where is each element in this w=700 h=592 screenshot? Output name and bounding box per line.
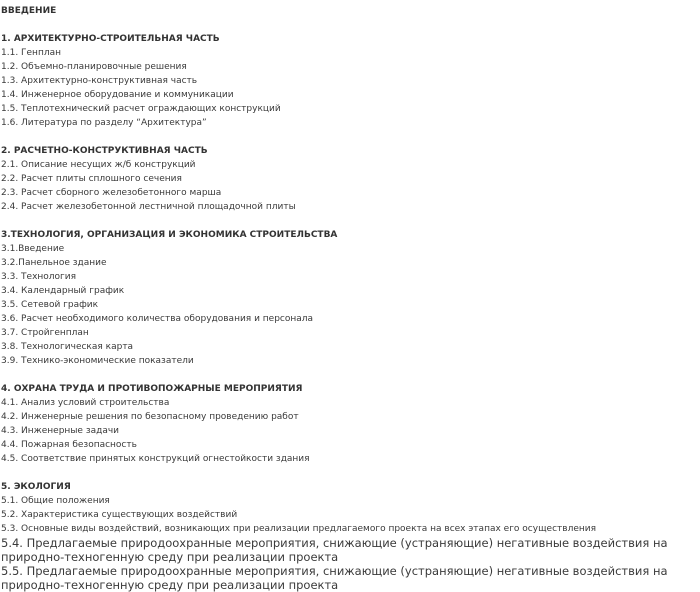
spacer	[1, 130, 700, 144]
section-2-item: 2.3. Расчет сборного железобетонного марша	[1, 188, 222, 198]
section-3-item: 3.7. Стройгенплан	[1, 328, 89, 338]
spacer	[1, 18, 700, 32]
section-2-item: 2.4. Расчет железобетонной лестничной площадочной плиты	[1, 202, 296, 212]
section-3-item: 3.8. Технологическая карта	[1, 342, 134, 352]
section-5-item: 5.5. Предлагаемые природоохранные мероприятия, снижающие (устраняющие) негативные воздействия на природно-техногенную среду при реализации проекта	[1, 564, 668, 592]
spacer	[1, 368, 700, 382]
section-4-item: 4.1. Анализ условий строительства	[1, 398, 170, 408]
section-4-item: 4.2. Инженерные решения по безопасному проведению работ	[1, 412, 299, 422]
section-1-item: 1.4. Инженерное оборудование и коммуникации	[1, 90, 234, 100]
section-3-item: 3.6. Расчет необходимого количества оборудования и персонала	[1, 314, 314, 324]
spacer	[1, 466, 700, 480]
section-5-item: 5.2. Характеристика существующих воздействий	[1, 510, 238, 520]
section-4-item: 4.3. Инженерные задачи	[1, 426, 120, 436]
section-5-item: 5.4. Предлагаемые природоохранные мероприятия, снижающие (устраняющие) негативные воздействия на природно-техногенную среду при реализации проекта	[1, 536, 668, 564]
section-2-item: 2.1. Описание несущих ж/б конструкций	[1, 160, 196, 170]
section-1-item: 1.1. Генплан	[1, 48, 61, 58]
section-4-item: 4.5. Соответствие принятых конструкций огнестойкости здания	[1, 454, 310, 464]
section-3-item: 3.5. Сетевой график	[1, 300, 99, 310]
section-3-item: 3.2.Панельное здание	[1, 258, 107, 268]
spacer	[1, 214, 700, 228]
section-3-item: 3.4. Календарный график	[1, 286, 125, 296]
section-1-heading: 1. АРХИТЕКТУРНО-СТРОИТЕЛЬНАЯ ЧАСТЬ	[1, 34, 220, 44]
section-2-item: 2.2. Расчет плиты сплошного сечения	[1, 174, 182, 184]
section-3-item: 3.9. Технико-экономические показатели	[1, 356, 194, 366]
section-1-item: 1.5. Теплотехнический расчет ограждающих конструкций	[1, 104, 281, 114]
section-3-item: 3.1.Введение	[1, 244, 65, 254]
section-1-item: 1.6. Литература по разделу “Архитектура”	[1, 118, 207, 128]
section-5-item: 5.1. Общие положения	[1, 496, 110, 506]
section-3-heading: 3.ТЕХНОЛОГИЯ, ОРГАНИЗАЦИЯ И ЭКОНОМИКА СТРОИТЕЛЬСТВА	[1, 230, 338, 240]
section-5-item: 5.3. Основные виды воздействий, возникающих при реализации предлагаемого проекта на всех этапах его осуществления	[1, 524, 597, 534]
section-2-heading: 2. РАСЧЕТНО-КОНСТРУКТИВНАЯ ЧАСТЬ	[1, 146, 208, 156]
section-4-heading: 4. ОХРАНА ТРУДА И ПРОТИВОПОЖАРНЫЕ МЕРОПРИЯТИЯ	[1, 384, 303, 394]
intro-heading: ВВЕДЕНИЕ	[1, 6, 57, 16]
section-1-item: 1.2. Объемно-планировочные решения	[1, 62, 187, 72]
section-5-heading: 5. ЭКОЛОГИЯ	[1, 482, 71, 492]
section-3-item: 3.3. Технология	[1, 272, 77, 282]
section-4-item: 4.4. Пожарная безопасность	[1, 440, 137, 450]
section-1-item: 1.3. Архитектурно-конструктивная часть	[1, 76, 198, 86]
